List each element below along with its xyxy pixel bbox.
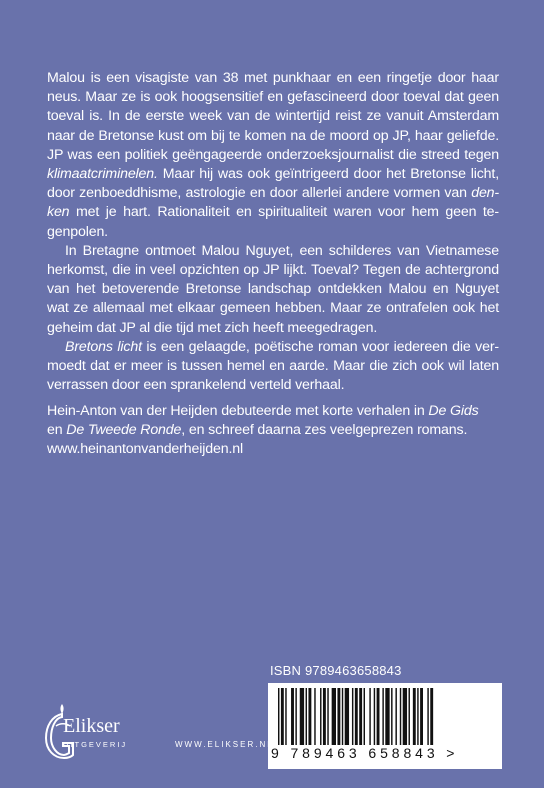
barcode-bar bbox=[278, 688, 279, 745]
barcode-bar bbox=[364, 688, 365, 745]
blurb-text-segment: klimaatcriminelen. bbox=[47, 166, 158, 183]
blurb-text-segment: den-ken bbox=[47, 185, 499, 221]
barcode-bar bbox=[430, 688, 433, 745]
publisher-name: Elikser bbox=[63, 715, 120, 737]
isbn-label: ISBN 9789463658843 bbox=[270, 663, 402, 678]
barcode-bar bbox=[342, 688, 343, 745]
barcode-bar bbox=[382, 688, 383, 745]
barcode-bar bbox=[337, 688, 340, 745]
barcode-bar bbox=[332, 688, 336, 745]
barcode-bar bbox=[285, 688, 286, 745]
publisher-website[interactable]: WWW.ELIKSER.NL bbox=[175, 740, 274, 749]
barcode-bar bbox=[374, 688, 375, 745]
barcode-bar bbox=[355, 688, 358, 745]
barcode-bar bbox=[352, 688, 353, 745]
barcode-bar bbox=[308, 688, 311, 745]
barcode-bar bbox=[281, 688, 284, 745]
barcode-bar bbox=[417, 688, 418, 745]
author-line-1: Hein-Anton van der Heijden debuteerde met korte verhalen in De Gids bbox=[47, 403, 479, 419]
barcode-bars bbox=[278, 688, 478, 745]
barcode-bar bbox=[413, 688, 416, 745]
blurb-text-segment: Bretons licht bbox=[65, 338, 142, 355]
barcode-bar bbox=[306, 688, 307, 745]
barcode-bar bbox=[327, 688, 328, 745]
barcode-bar bbox=[420, 688, 423, 745]
barcode-bar bbox=[427, 688, 428, 745]
barcode-bar bbox=[369, 688, 370, 745]
blurb-paragraph-3 bbox=[47, 338, 499, 396]
blurb-text-segment: In Bretagne ontmoet Malou Nguyet, een schilderes van Vietnamese herkomst, die in veel opzichten op JP lijkt. Toeval? Tegen de achtergrond van het betoverende Bretonse landschap ontdekken Malou en Nguyet wat ze allemaal met elkaar gemeen hebben. Maar ze ontrafelen ook het geheim dat JP al die tijd met zich heeft meegedragen. bbox=[47, 242, 499, 336]
author-website[interactable]: www.heinantonvanderheijden.nl bbox=[47, 441, 243, 458]
barcode-bar bbox=[314, 688, 315, 745]
barcode-bar bbox=[400, 688, 401, 745]
barcode-bar bbox=[291, 688, 294, 745]
barcode bbox=[268, 683, 502, 769]
blurb-text-segment: Malou is een visagiste van 38 met punkhaar en een ringetje door haar neus. Maar ze is ook hoogsensitief en gefascineerd door toeval dat geen toeval is. In de eerste week van de wintertijd reist ze vanuit Amsterdam naar de Bretonse kust om bij te komen na de moord op JP, haar geliefde. JP was een politiek geëngageerde onderzoeksjournalist die streed tegen bbox=[47, 70, 499, 163]
barcode-bar bbox=[295, 688, 296, 745]
blurb-text-segment: met je hart. Rationaliteit en spiritualiteit waren voor hem geen te-genpolen. bbox=[47, 204, 499, 240]
barcode-bar bbox=[323, 688, 326, 745]
publisher-subtitle: UITGEVERIJ bbox=[63, 740, 128, 749]
barcode-bar bbox=[391, 688, 392, 745]
blurb-paragraph-1 bbox=[47, 69, 499, 242]
barcode-bar bbox=[403, 688, 407, 745]
blurb-text-segment: is een gelaagde, poëtische roman voor iedereen die ver-moedt dat er meer is tussen hemel en aarde. Maar die zich ook wil laten verrassen door een sprankelend verteld verhaal. bbox=[47, 338, 499, 394]
blurb-paragraph-2 bbox=[47, 242, 499, 338]
blurb-text bbox=[47, 69, 499, 395]
barcode-bar bbox=[345, 688, 349, 745]
barcode-bar bbox=[359, 688, 362, 745]
barcode-bar bbox=[320, 688, 321, 745]
blurb-text-segment: Maar hij was ook geïntrigeerd door het Bretonse licht, door zenboeddhisme, astrologie en door allerlei andere vormen van bbox=[47, 166, 499, 202]
author-bio bbox=[47, 402, 517, 460]
barcode-bar bbox=[395, 688, 396, 745]
barcode-bar bbox=[409, 688, 410, 745]
barcode-bar bbox=[377, 688, 380, 745]
author-line-2: en De Tweede Ronde, en schreef daarna zes veelgeprezen romans. bbox=[47, 422, 468, 439]
barcode-bar bbox=[300, 688, 304, 745]
barcode-digits: 9 789463 658843 > bbox=[271, 745, 459, 761]
barcode-bar bbox=[385, 688, 389, 745]
